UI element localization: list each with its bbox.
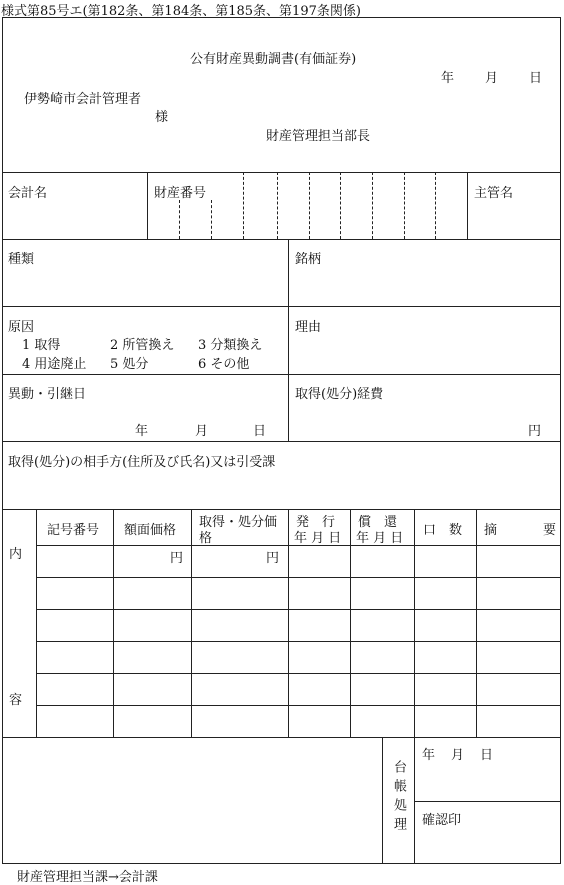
price-yen: 円 [266,551,280,566]
label-account-name: 会計名 [8,186,48,201]
col-redeem-line1: 償 還 [358,515,398,530]
ledger-sep-2 [414,737,415,864]
col-remarks-1: 摘 [484,523,498,538]
digit-sep [277,172,278,239]
label-cause: 原因 [8,320,35,335]
cause-option: 3 分類換え [198,338,263,353]
header-year: 年 [441,71,455,86]
sender: 財産管理担当部長 [266,129,371,144]
col-symbol-number: 記号番号 [47,523,100,538]
digit-sep [404,172,405,239]
addressee: 伊勢崎市会計管理者 [24,92,142,107]
label-property-number: 財産番号 [154,186,207,201]
label-brand: 銘柄 [295,252,322,267]
details-row-sep [36,705,561,706]
details-row-sep [36,609,561,610]
ledger-label: 台帳処理 [391,760,406,836]
cause-option: 2 所管換え [110,338,175,353]
divider-row3 [2,374,561,375]
cause-option: 6 その他 [198,357,250,372]
digit-sep [435,172,436,239]
row1-sep-2 [467,172,468,239]
cause-option: 5 処分 [110,357,149,372]
cause-option: 1 取得 [22,338,61,353]
digit-sep [179,200,180,239]
form-id: 様式第85号エ(第182条、第184条、第185条、第197条関係) [1,4,361,19]
divider-details [2,737,561,738]
header-month: 月 [485,71,499,86]
header-day: 日 [529,71,543,86]
transfer-month: 月 [195,424,209,439]
cause-option: 4 用途廃止 [22,357,87,372]
label-reason: 理由 [295,320,322,335]
details-col-sep [113,509,114,737]
col-remarks-2: 要 [543,523,557,538]
divider-row2 [2,306,561,307]
label-expense: 取得(処分)経費 [295,387,384,402]
label-manager: 主管名 [474,186,514,201]
col-issue-line1: 発 行 [296,515,336,530]
digit-sep [243,172,244,239]
details-row-sep [36,641,561,642]
details-col-sep [350,509,351,737]
digit-sep [309,172,310,239]
divider-row5 [2,509,561,510]
expense-yen: 円 [528,424,542,439]
label-counterparty: 取得(処分)の相手方(住所及び氏名)又は引受課 [8,455,276,470]
details-col-sep [476,509,477,737]
ledger-year: 年 [422,748,436,763]
footer-route: 財産管理担当課→会計課 [17,870,158,885]
divider-row1 [2,239,561,240]
label-transfer-date: 異動・引継日 [8,387,87,402]
details-col-sep [191,509,192,737]
label-kind: 種類 [8,252,35,267]
ledger-sep-1 [382,737,383,864]
details-row-sep [36,577,561,578]
col-price-line2: 格 [199,531,213,546]
row1-sep-1 [147,172,148,239]
details-side-sep [36,509,37,737]
col-issue-line2: 年 月 日 [294,531,342,546]
details-side-bottom: 容 [9,693,23,708]
transfer-day: 日 [253,424,267,439]
honorific: 様 [155,110,169,125]
details-col-sep [414,509,415,737]
col-units: 口 数 [423,523,463,538]
col-price-line1: 取得・処分価 [199,515,278,530]
ledger-day: 日 [480,748,494,763]
transfer-year: 年 [135,424,149,439]
divider-header [2,172,561,173]
digit-sep [211,200,212,239]
ledger-month: 月 [451,748,465,763]
divider-ledger [414,801,561,802]
col-redeem-line2: 年 月 日 [356,531,404,546]
details-col-sep [288,509,289,737]
digit-sep [372,172,373,239]
mid-sep [288,239,289,441]
col-face-value: 額面価格 [124,523,177,538]
face-yen: 円 [170,551,184,566]
ledger-confirm: 確認印 [422,813,462,828]
divider-row4 [2,441,561,442]
form-title: 公有財産異動調書(有価証券) [190,52,357,67]
details-row-sep [36,673,561,674]
digit-sep [340,172,341,239]
details-side-top: 内 [9,547,23,562]
